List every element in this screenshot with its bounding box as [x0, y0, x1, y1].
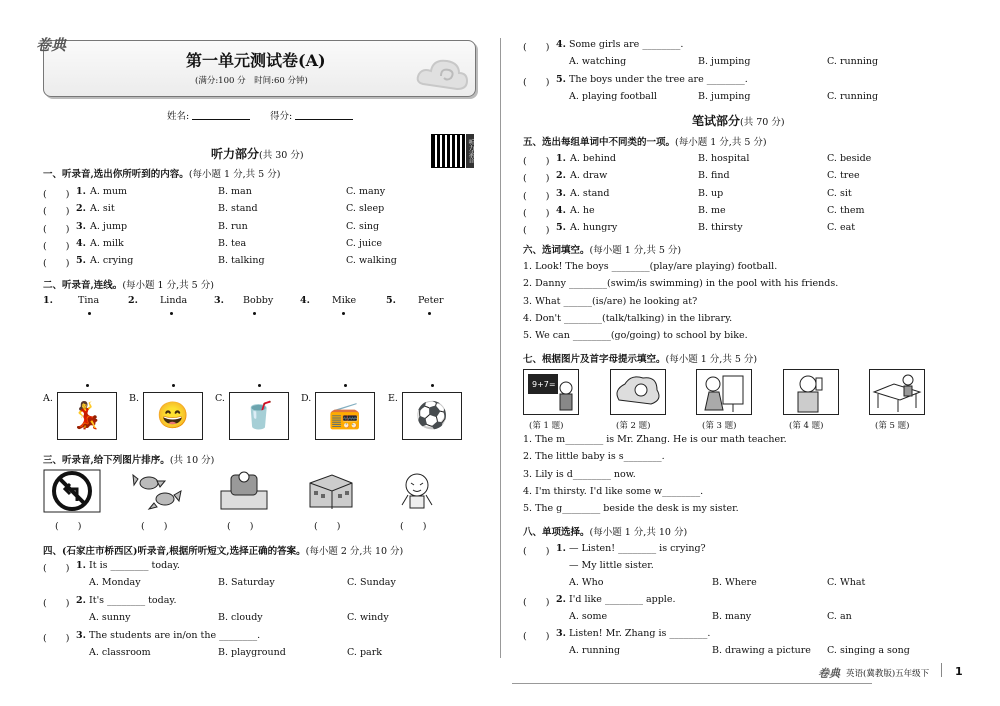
column-divider	[500, 38, 501, 658]
match-name: Peter	[418, 295, 444, 306]
picture-caption: (第 3 题)	[702, 421, 737, 431]
girl-at-desk-icon	[869, 369, 925, 415]
match-number: 1.	[43, 295, 53, 306]
answer-blank[interactable]: ( )	[43, 240, 70, 252]
section4-heading-row	[43, 543, 403, 557]
picture-label: B.	[129, 393, 140, 404]
section8-heading-row	[523, 524, 687, 538]
option-c[interactable]: C. running	[827, 56, 879, 67]
option-c[interactable]: C. tree	[827, 170, 860, 182]
option-a[interactable]: A. mum	[90, 186, 128, 197]
candies-icon	[129, 469, 187, 513]
fill-in-sentence[interactable]: 5. The g________ beside the desk is my sister.	[523, 503, 739, 515]
picture-caption: (第 4 题)	[789, 421, 824, 431]
fill-in-sentence[interactable]: 4. Don't ________(talk/talking) in the library.	[523, 312, 733, 324]
answer-blank[interactable]: ( )	[43, 598, 70, 609]
writing-title: 笔试部分	[692, 114, 741, 128]
option-c[interactable]: C. Sunday	[347, 577, 396, 588]
cloud-swirl-icon	[413, 50, 473, 94]
order-blank[interactable]: ( )	[55, 521, 82, 532]
boy-listening-radio-icon: 📻	[315, 392, 375, 440]
section6-heading: 六、选词填空。	[523, 245, 590, 256]
answer-blank[interactable]: ( )	[523, 42, 550, 53]
picture-caption: (第 2 题)	[616, 421, 651, 431]
answer-blank[interactable]: ( )	[523, 207, 550, 219]
item-number: 1.	[76, 186, 86, 197]
listening-title-row	[211, 145, 304, 162]
boy-football-icon: ⚽	[402, 392, 462, 440]
match-dot-top[interactable]	[428, 312, 431, 315]
item-number: 3.	[76, 630, 86, 641]
section4-note: (每小题 2 分,共 10 分)	[305, 546, 404, 557]
order-blank[interactable]: ( )	[314, 521, 341, 532]
listening-points: (共 30 分)	[259, 150, 304, 161]
boy-drinking-icon: 🥤	[229, 392, 289, 440]
item-number: 4.	[556, 39, 566, 50]
order-blank[interactable]: ( )	[141, 521, 168, 532]
section5-heading-row	[523, 134, 767, 148]
question-stem: It is ________ today.	[89, 560, 180, 571]
option-b[interactable]: B. tea	[218, 237, 247, 249]
option-b[interactable]: B. me	[698, 204, 726, 216]
option-a[interactable]: A. milk	[90, 237, 124, 249]
woman-laughing-icon: 😄	[143, 392, 203, 440]
fill-in-sentence[interactable]: 4. I'm thirsty. I'd like some w________.	[523, 485, 704, 497]
option-a[interactable]: A. some	[569, 611, 608, 622]
item-number: 3.	[76, 220, 86, 232]
option-a[interactable]: A. jump	[90, 220, 128, 232]
option-a[interactable]: A. sit	[90, 203, 115, 215]
option-c[interactable]: C. beside	[827, 153, 872, 164]
match-name: Tina	[78, 295, 100, 306]
teacher-blackboard-icon	[523, 369, 579, 415]
question-stem: Some girls are ________.	[569, 39, 684, 50]
score-field[interactable]	[295, 119, 353, 120]
option-a[interactable]: A. crying	[90, 255, 134, 267]
section1-heading: 一、听录音,选出你所听到的内容。	[43, 169, 189, 180]
answer-blank[interactable]: ( )	[43, 206, 70, 218]
pillow-bed-icon	[215, 469, 273, 513]
fill-in-sentence[interactable]: 5. We can ________(go/going) to school by bike.	[523, 330, 748, 342]
fill-in-sentence[interactable]: 3. Lily is d________ now.	[523, 468, 636, 480]
option-c[interactable]: C. sit	[827, 187, 852, 199]
option-a[interactable]: A. Monday	[89, 577, 141, 588]
option-b[interactable]: B. find	[698, 170, 730, 182]
answer-blank[interactable]: ( )	[523, 156, 550, 167]
section3-heading-row	[43, 452, 214, 466]
option-c[interactable]: C. an	[827, 611, 852, 622]
item-number: 4.	[76, 237, 86, 249]
score-label: 得分:	[270, 111, 293, 122]
question-stem: — Listen! ________ is crying?	[569, 543, 706, 554]
match-dot-top[interactable]	[342, 312, 345, 315]
match-name: Mike	[332, 295, 357, 306]
section7-heading-row	[523, 351, 757, 365]
option-a[interactable]: A. behind	[570, 153, 616, 164]
item-number: 2.	[556, 170, 566, 182]
option-b[interactable]: B. stand	[218, 203, 258, 215]
order-blank[interactable]: ( )	[227, 521, 254, 532]
item-number: 3.	[556, 187, 566, 199]
option-a[interactable]: A. stand	[570, 187, 610, 199]
option-c[interactable]: C. singing a song	[827, 645, 910, 656]
page-subtitle: (满分:100 分 时间:60 分钟)	[195, 76, 308, 86]
answer-blank[interactable]: ( )	[523, 631, 550, 642]
option-c[interactable]: C. windy	[347, 612, 389, 623]
item-number: 4.	[556, 204, 566, 216]
option-b[interactable]: B. drawing a picture	[712, 645, 811, 656]
section2-heading: 二、听录音,连线。	[43, 280, 123, 291]
option-c[interactable]: C. eat	[827, 222, 856, 234]
option-b[interactable]: B. playground	[218, 647, 286, 658]
answer-blank[interactable]: ( )	[523, 173, 550, 185]
section1-heading-row	[43, 166, 280, 180]
writing-title-row	[692, 112, 785, 129]
match-number: 2.	[128, 295, 138, 306]
footer-brand: 卷典	[818, 667, 840, 680]
answer-blank[interactable]: ( )	[43, 258, 70, 270]
question-stem: It's ________ today.	[89, 595, 177, 606]
match-dot-bottom[interactable]	[86, 384, 89, 387]
match-dot-top[interactable]	[170, 312, 173, 315]
girl-drawing-icon	[696, 369, 752, 415]
answer-blank[interactable]: ( )	[523, 77, 550, 88]
answer-blank[interactable]: ( )	[523, 546, 550, 557]
section2-heading-row	[43, 277, 214, 291]
section8-note: (每小题 1 分,共 10 分)	[589, 527, 688, 538]
match-dot-bottom[interactable]	[258, 384, 261, 387]
answer-blank[interactable]: ( )	[43, 189, 70, 200]
option-c[interactable]: C. What	[827, 577, 866, 588]
option-c[interactable]: C. juice	[346, 237, 383, 249]
match-dot-bottom[interactable]	[431, 384, 434, 387]
item-number: 5.	[556, 222, 566, 234]
option-c[interactable]: C. them	[827, 204, 865, 216]
option-b[interactable]: B. many	[712, 611, 752, 622]
option-a[interactable]: A. Who	[569, 577, 604, 588]
answer-blank[interactable]: ( )	[523, 225, 550, 237]
section2-note: (每小题 1 分,共 5 分)	[122, 280, 214, 291]
option-c[interactable]: C. park	[347, 647, 383, 658]
answer-blank[interactable]: ( )	[523, 597, 550, 608]
option-c[interactable]: C. sing	[346, 220, 380, 232]
crying-baby-icon	[388, 469, 446, 513]
option-b[interactable]: B. cloudy	[218, 612, 263, 623]
question-stem-reply: — My little sister.	[569, 560, 654, 571]
order-blank[interactable]: ( )	[400, 521, 427, 532]
option-a[interactable]: A. playing football	[569, 91, 657, 102]
question-stem: The boys under the tree are ________.	[569, 74, 748, 85]
option-c[interactable]: C. walking	[346, 255, 397, 267]
name-field[interactable]	[192, 119, 250, 120]
option-c[interactable]: C. sleep	[346, 203, 385, 215]
writing-points: (共 70 分)	[740, 117, 785, 128]
item-number: 2.	[76, 595, 86, 606]
building-icon	[302, 469, 360, 513]
item-number: 1.	[556, 153, 566, 164]
section7-heading: 七、根据图片及首字母提示填空。	[523, 354, 666, 365]
option-b[interactable]: B. talking	[218, 255, 265, 267]
option-b[interactable]: B. jumping	[698, 56, 751, 67]
section6-heading-row	[523, 242, 681, 256]
girl-dancing-icon: 💃	[57, 392, 117, 440]
match-dot-bottom[interactable]	[172, 384, 175, 387]
picture-label: A.	[43, 393, 53, 404]
picture-label: C.	[215, 393, 225, 404]
item-number: 1.	[556, 543, 566, 554]
option-a[interactable]: A. he	[570, 204, 595, 216]
option-b[interactable]: B. thirsty	[698, 222, 743, 234]
item-number: 5.	[556, 74, 566, 85]
match-name: Linda	[160, 295, 188, 306]
answer-blank[interactable]: ( )	[43, 633, 70, 644]
question-stem: I'd like ________ apple.	[569, 594, 676, 605]
fill-in-sentence[interactable]: 2. Danny ________(swim/is swimming) in the pool with his friends.	[523, 278, 839, 290]
option-a[interactable]: A. classroom	[89, 647, 151, 658]
fill-in-sentence[interactable]: 1. The m________ is Mr. Zhang. He is our math teacher.	[523, 434, 787, 445]
question-stem: Listen! Mr. Zhang is ________.	[569, 628, 711, 639]
section5-heading: 五、选出每组单词中不同类的一项。	[523, 137, 676, 148]
match-dot-top[interactable]	[88, 312, 91, 315]
match-number: 5.	[386, 295, 396, 306]
picture-label: D.	[301, 393, 312, 404]
brand-logo: 卷典	[36, 36, 67, 54]
match-number: 4.	[300, 295, 310, 306]
item-number: 1.	[76, 560, 86, 571]
option-a[interactable]: A. sunny	[89, 612, 131, 623]
match-name: Bobby	[243, 295, 274, 306]
option-b[interactable]: B. jumping	[698, 91, 751, 102]
option-c[interactable]: C. many	[346, 186, 386, 197]
fill-in-sentence[interactable]: 2. The little baby is s________.	[523, 451, 665, 463]
option-a[interactable]: A. watching	[569, 56, 627, 67]
item-number: 3.	[556, 628, 566, 639]
picture-label: E.	[388, 393, 398, 404]
name-label: 姓名:	[167, 111, 190, 122]
option-a[interactable]: A. hungry	[570, 222, 618, 234]
item-number: 2.	[76, 203, 86, 215]
option-c[interactable]: C. running	[827, 91, 879, 102]
fill-in-sentence[interactable]: 3. What ______(is/are) he looking at?	[523, 295, 698, 307]
match-number: 3.	[214, 295, 224, 306]
footer-separator	[941, 663, 942, 677]
qr-label: 听力录音	[466, 134, 474, 168]
option-a[interactable]: A. running	[569, 645, 621, 656]
option-b[interactable]: B. run	[218, 220, 248, 232]
item-number: 2.	[556, 594, 566, 605]
sleeping-baby-icon	[610, 369, 666, 415]
footer-book: 英语(冀教版)五年级下	[846, 669, 930, 679]
answer-blank[interactable]: ( )	[523, 190, 550, 202]
listening-title: 听力部分	[211, 147, 260, 161]
option-b[interactable]: B. man	[218, 186, 252, 197]
page-title: 第一单元测试卷(A)	[186, 51, 326, 70]
option-b[interactable]: B. up	[698, 187, 724, 199]
board-text: 9+7=	[532, 380, 556, 389]
option-b[interactable]: B. Where	[712, 577, 757, 588]
match-dot-top[interactable]	[253, 312, 256, 315]
section4-heading: 四、(石家庄市桥西区)听录音,根据所听短文,选择正确的答案。	[43, 546, 306, 557]
no-left-turn-sign-icon	[43, 469, 101, 513]
answer-blank[interactable]: ( )	[43, 223, 70, 235]
picture-caption: (第 5 题)	[875, 421, 910, 431]
footer-page-number: 1	[955, 665, 963, 678]
picture-caption: (第 1 题)	[529, 421, 564, 431]
option-b[interactable]: B. Saturday	[218, 577, 275, 588]
option-a[interactable]: A. draw	[570, 170, 608, 182]
section7-note: (每小题 1 分,共 5 分)	[665, 354, 758, 365]
section6-note: (每小题 1 分,共 5 分)	[589, 245, 682, 256]
answer-blank[interactable]: ( )	[43, 563, 70, 574]
section5-note: (每小题 1 分,共 5 分)	[675, 137, 767, 148]
girl-drinking-icon	[783, 369, 839, 415]
qr-code-icon[interactable]	[431, 134, 465, 168]
question-stem: The students are in/on the ________.	[89, 630, 261, 641]
item-number: 5.	[76, 255, 86, 267]
option-b[interactable]: B. hospital	[698, 153, 750, 164]
section3-note: (共 10 分)	[169, 455, 215, 466]
fill-in-sentence[interactable]: 1. Look! The boys ________(play/are playing) football.	[523, 261, 778, 272]
match-dot-bottom[interactable]	[344, 384, 347, 387]
section8-heading: 八、单项选择。	[523, 527, 590, 538]
footer-rule	[512, 683, 872, 684]
section3-heading: 三、听录音,给下列图片排序。	[43, 455, 170, 466]
section1-note: (每小题 1 分,共 5 分)	[188, 169, 281, 180]
